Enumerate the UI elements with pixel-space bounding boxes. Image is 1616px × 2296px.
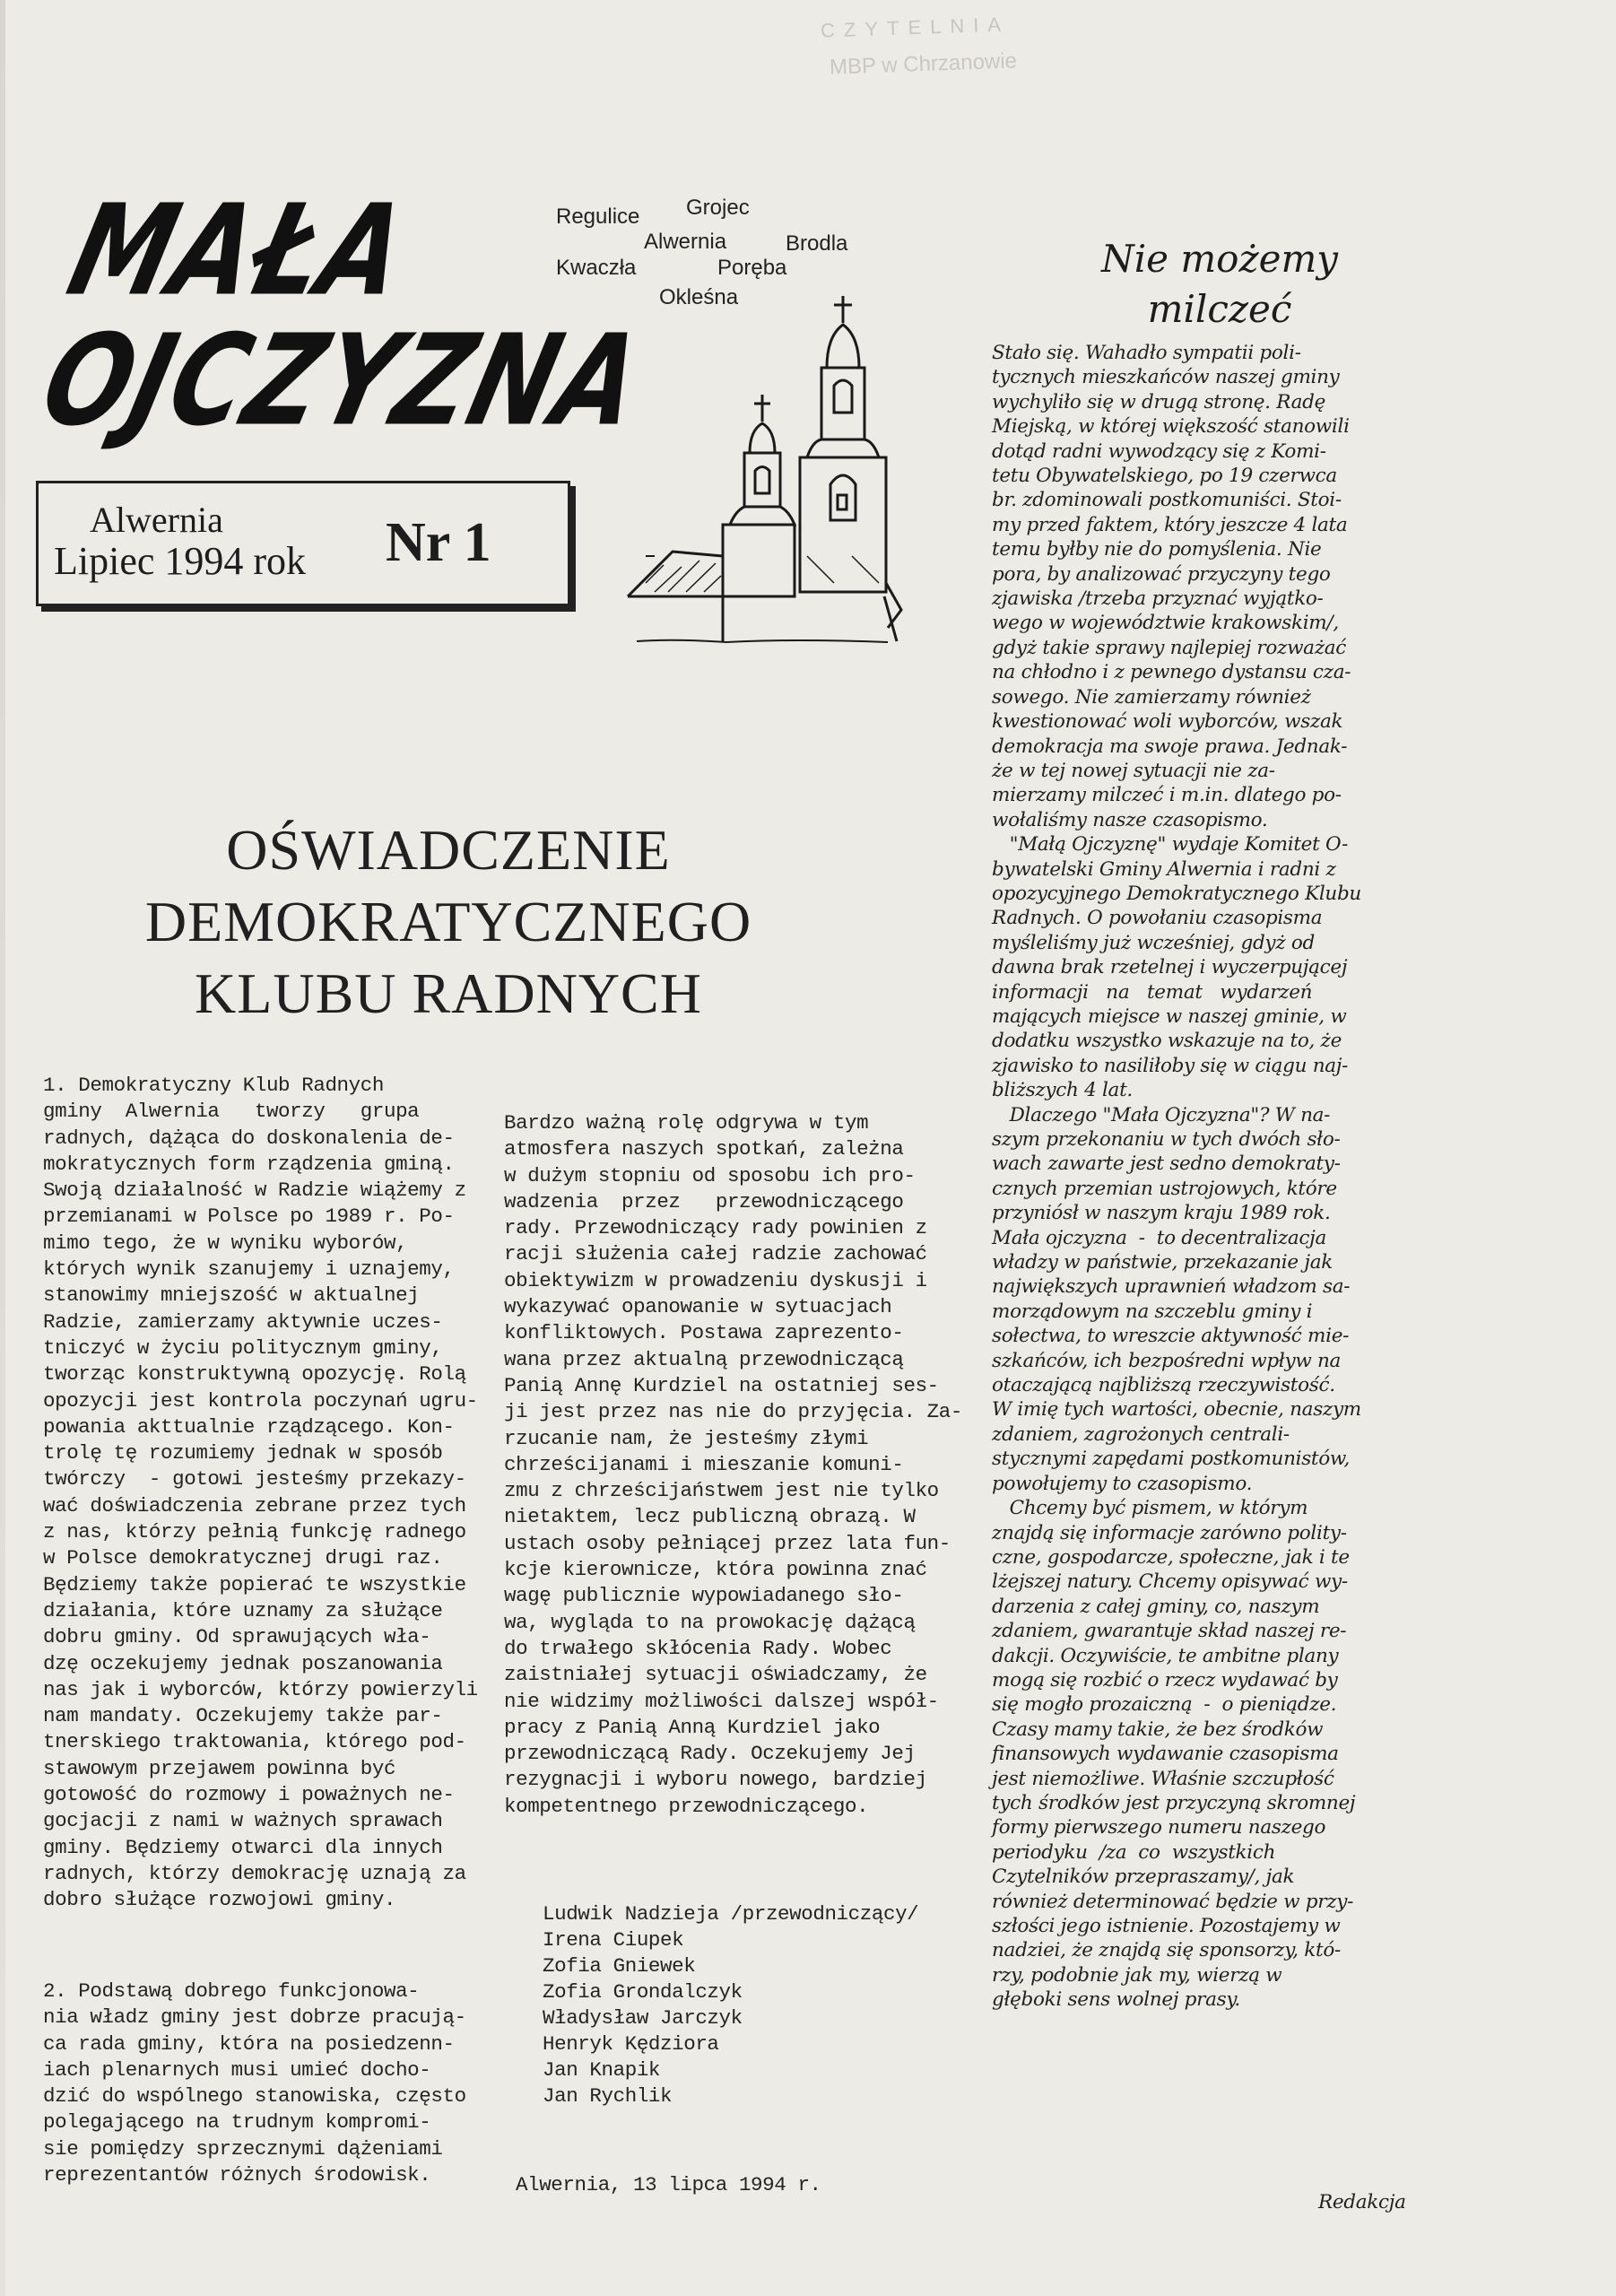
place-alwernia: Alwernia: [644, 230, 727, 254]
issue-number: Nr 1: [386, 512, 491, 573]
statement-paragraph-1: 1. Demokratyczny Klub Radnych gminy Alwernia tworzy grupa radnych, dążąca do doskonalenia de- mokratycznych form rządzenia gminą. Swoją działalność w Radzie wiążemy z przemianami w Polsce po 1989 r. Po- mimo tego, że w wyniku wyborów, których wynik szanujemy i uznajemy, stanowimy mniejszość w aktualnej Radzie, zamierzamy aktywnie uczes- tniczyć w życiu politycznym gminy, tworząc konstruktywną opozycję. Rolą opozycji jest kontrola poczynań ugru- powania akttualnie rządzącego. Kon- trolę tę rozumiemy jednak w sposób twórczy - gotowi jesteśmy przekazy- wać doświadczenia zebrane przez tych z nas, którzy pełnią funkcję radnego w Polsce demokratycznej drugi raz. Będziemy także popierać te wszystkie działania, które uznamy za służące dobru gminy. Od sprawujących wła- dzę oczekujemy jednak poszanowania nas jak i wyborców, którzy powierzyli nam mandaty. Oczekujemy także par- tnerskiego traktowania, którego pod- stawowym przejawem powinna być gotowość do rozmowy i poważnych ne- gocjacji z nami w ważnych sprawach gminy. Będziemy otwarci dla innych radnych, którzy demokrację uznają za dobro służące rozwojowi gminy.: [43, 1074, 478, 1912]
headline-line3: KLUBU RADNYCH: [195, 961, 702, 1025]
signatures-list: Ludwik Nadzieja /przewodniczący/ Irena Ciupek Zofia Gniewek Zofia Grondalczyk Władysław Jarczyk Henryk Kędziora Jan Knapik Jan Rychlik: [543, 1902, 919, 2108]
statement-dateline: Alwernia, 13 lipca 1994 r.: [516, 2173, 821, 2196]
headline-line1: OŚWIADCZENIE: [226, 818, 671, 882]
page-edge: [0, 0, 5, 2296]
place-oklesna: Okleśna: [659, 285, 739, 309]
issue-place: Alwernia: [90, 500, 223, 540]
editorial-title-line1: Nie możemy: [1100, 237, 1339, 281]
library-stamp-line1: CZYTELNIA: [820, 13, 1011, 42]
editorial-title-line2: milczeć: [1147, 287, 1292, 331]
library-stamp-line2: MBP w Chrzanowie: [829, 48, 1018, 80]
place-grojec: Grojec: [686, 196, 750, 220]
place-regulice: Regulice: [556, 204, 640, 229]
statement-paragraph-3: Bardzo ważną rolę odgrywa w tym atmosfera naszych spotkań, zależna w dużym stopniu od sposobu ich pro- wadzenia przez przewodniczącego rady. Przewodniczący rady powinien z racji służenia całej radzie zachować obiektywizm w prowadzeniu dyskusji i wykazywać opanowanie w sytuacjach konfliktowych. Postawa zaprezento- wana przez aktualną przewodniczącą Panią Annę Kurdziel na ostatniej ses- ji jest przez nas nie do przyjęcia. Za- rzucanie nam, że jesteśmy złymi chrześcijanami i mieszanie komuni- zmu z chrześcijaństwem jest nie tylko nietaktem, lecz publiczną obrazą. W ustach osoby pełniącej przez lata fun- kcje kierownicze, która powinna znać wagę publicznie wypowiadanego sło- wa, wygląda to na prowokację dążącą do trwałego skłócenia Rady. Wobec zaistniałej sytuacji oświadczamy, że nie widzimy możliwości dalszej współ- pracy z Panią Anną Kurdziel jako przewodniczącą Rady. Oczekujemy Jej rezygnacji i wyboru nowego, bardziej kompetentnego przewodniczącego.: [504, 1111, 962, 1818]
editorial-body: Stało się. Wahadło sympatii poli- tycznych mieszkańców naszej gminy wychyliło się w drugą stronę. Radę Miejską, w której większość stanowili dotąd radni wywodzący się z Komi- tetu Obywatelskiego, po 19 czerwca br. zdominowali postkomuniści. Stoi- my przed faktem, który jeszcze 4 lata temu byłby nie do pomyślenia. Nie pora, by analizować przyczyny tego zjawiska /trzeba przyznać wyjątko- wego w województwie krakowskim/, gdyż takie sprawy najlepiej rozważać na chłodno i z pewnego dystansu cza- sowego. Nie zamierzamy również kwestionować woli wyborców, wszak demokracja ma swoje prawa. Jednak- że w tej nowej sytuacji nie za- mierzamy milczeć i m.in. dlatego po- wołaliśmy nasze czasopismo. "Małą Ojczyznę" wydaje Komitet O- bywatelski Gminy Alwernia i radni z opozycyjnego Demokratycznego Klubu Radnych. O powołaniu czasopisma myśleliśmy już wcześniej, gdyż od dawna brak rzetelnej i wyczerpującej informacji na temat wydarzeń mających miejsce w naszej gminie, w dodatku wszystko wskazuje na to, że zjawisko to nasiliłoby się w ciągu naj- bliższych 4 lat. Dlaczego "Mała Ojczyzna"? W na- szym przekonaniu w tych dwóch sło- wach zawarte jest sedno demokraty- cznych przemian ustrojowych, które przyniósł w naszym kraju 1989 rok. Mała ojczyzna - to decentralizacja władzy w państwie, przekazanie jak największych uprawnień władzom sa- morządowym na szczeblu gminy i sołectwa, to wreszcie aktywność mie- szkańców, ich bezpośredni wpływ na otaczającą najbliższą rzeczywistość. W imię tych wartości, obecnie, naszym zdaniem, zagrożonych centrali- stycznymi zapędami postkomunistów, powołujemy to czasopismo. Chcemy być pismem, w którym znajdą się informacje zarówno polity- czne, gospodarcze, społeczne, jak i te lżejszej natury. Chcemy opisywać wy- darzenia z całej gminy, co, naszym zdaniem, gwarantuje skład naszej re- dakcji. Oczywiście, te ambitne plany mogą się rozbić o rzecz wydawać by się mogło prozaiczną - o pieniądze. Czasy mamy takie, że bez środków finansowych wydawanie czasopisma jest niemożliwe. Właśnie szczupłość tych środków jest przyczyną skromnej formy pierwszego numeru naszego periodyku /za co wszystkich Czytelników przepraszamy/, jak również determinować będzie w przy- szłości jego istnienie. Pozostajemy w nadziei, że znajdą się sponsorzy, któ- rzy, podobnie jak my, wierzą w głęboki sens wolnej prasy.: [992, 342, 1361, 2012]
editorial-signoff: Redakcja: [1318, 2191, 1406, 2213]
place-kwaczala: Kwaczła: [556, 256, 637, 280]
statement-paragraph-2: 2. Podstawą dobrego funkcjonowa- nia władz gminy jest dobrze pracują- ca rada gminy, która na posiedzenn- iach plenarnych musi umieć docho- dzić do wspólnego stanowiska, często polegającego na trudnym kompromi- sie pomiędzy sprzecznymi dążeniami reprezentantów różnych środowisk.: [43, 1979, 466, 2187]
place-poreba: Poręba: [717, 256, 787, 280]
issue-date: Lipiec 1994 rok: [54, 539, 307, 583]
masthead-line1: MAŁA: [56, 178, 421, 325]
place-brodla: Brodla: [786, 231, 848, 256]
church-illustration: [619, 287, 906, 646]
headline-line2: DEMOKRATYCZNEGO: [144, 890, 752, 953]
masthead-line2: OJCZYZNA: [29, 308, 656, 455]
